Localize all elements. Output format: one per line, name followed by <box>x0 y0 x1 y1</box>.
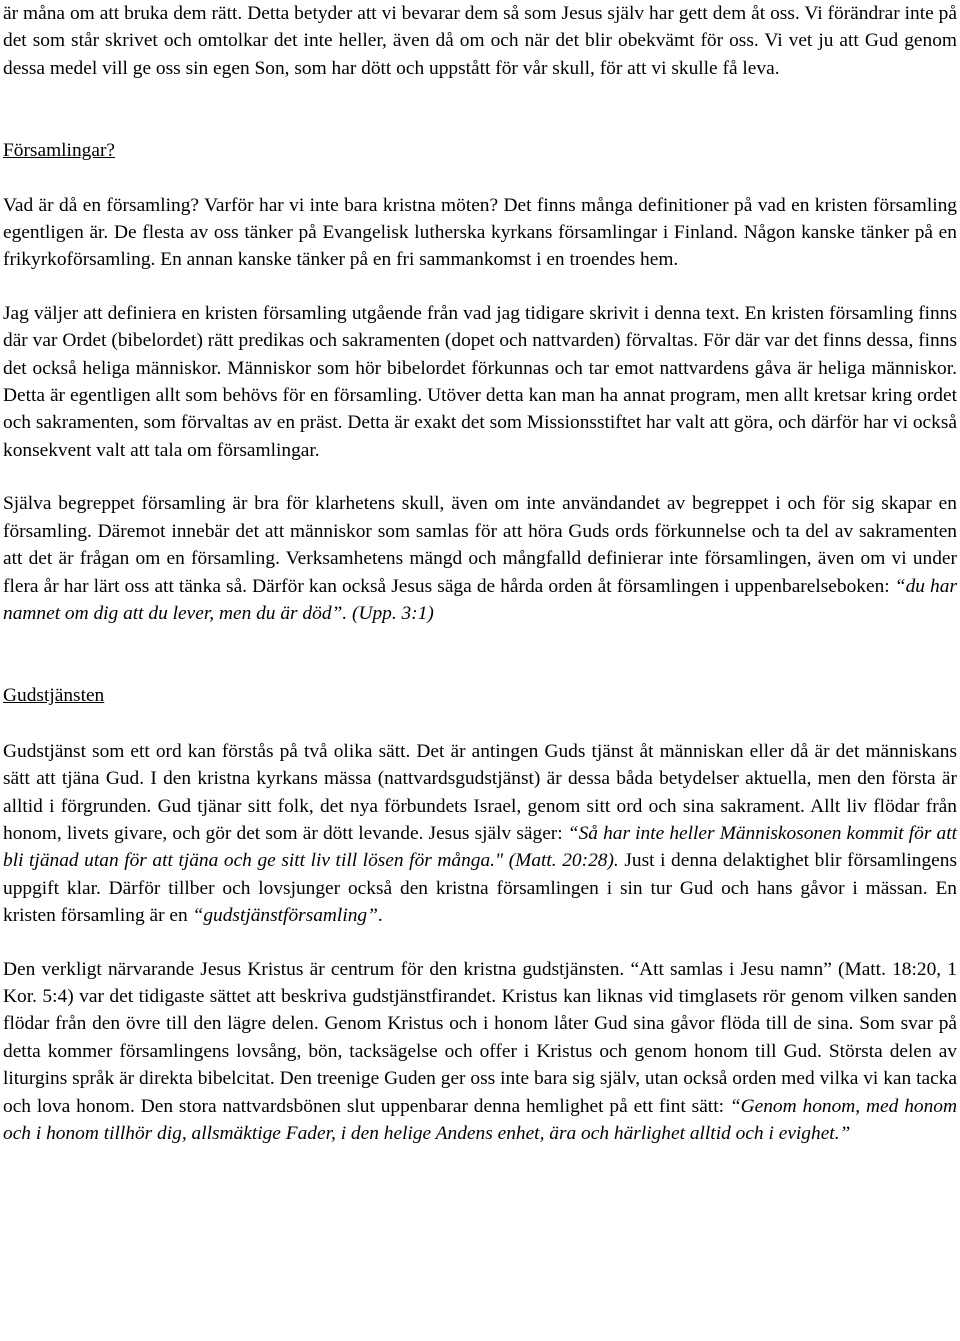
paragraph-gudstjanst-cont: Just i denna delaktighet blir församlingens uppgift klar. Därför tillber och lovsjunger också den kristna församlingen i sin tur Gud och hans gåvor i mässan. En kristen församling är en <box>3 850 957 927</box>
paragraph-gudstjanst-text: Gudstjänst som ett ord kan förstås på två olika sätt. Det är antingen Guds tjänst åt människan eller då är det människans sätt att tjäna Gud. I den kristna kyrkans mässa (nattvardsgudstjänst) är dessa båda betydelser aktuella, men den första är alltid i förgrunden. Gud tjänar sitt folk, det nya förbundets Israel, genom sitt ord och sina sakrament. Allt liv flödar från honom, livets givare, och gör det som är dött levande. Jesus själv säger: <box>3 740 957 844</box>
heading-gudstjansten: Gudstjänsten <box>3 685 105 707</box>
quote-upp: “du har namnet om dig att du lever, men du är död”. (Upp. 3:1) <box>3 575 957 624</box>
paragraph-verkligt-text: Den verkligt närvarande Jesus Kristus är centrum för den kristna gudstjänsten. “Att samlas i Jesu namn” (Matt. 18:20, 1 Kor. 5:4) var det tidigaste sättet att beskriva gudstjänstfirandet. Kristus kan liknas vid timglasets rör genom vilken sanden flödar från den övre till den lägre delen. Genom Kristus och i honom låter Gud sina gåvor flöda till de sina. Som svar på detta kommer församlingens lovsång, bön, tacksägelse och offer i Kristus och genom honom till Gud. Största delen av liturgins språk är direkta bibelcitat. Den treenige Guden ger oss inte bara sig själv, utan också orden med vilka vi kan tacka och lova honom. Den stora nattvardsbönen slut uppenbarar denna hemlighet på ett fint sätt: <box>3 958 957 1117</box>
document-page <box>3 0 957 1147</box>
quote-matt: “Så har inte heller Människosonen kommit för att bli tjänad utan för att tjäna och ge sitt liv till lösen för många." (Matt. 20:28). <box>3 822 957 872</box>
quote-gudstjanstforsamling: “gudstjänstförsamling” <box>192 905 378 927</box>
paragraph-gudstjanst <box>3 738 957 930</box>
paragraph-verkligt-narvarande <box>3 956 957 1148</box>
paragraph-vad-ar-forsamling: Vad är då en församling? Varför har vi inte bara kristna möten? Det finns många definitioner på vad en kristen församling egentligen är. De flesta av oss tänker på Evangelisk lutherska kyrkans församlingar i Finland. Någon kanske tänker på en frikyrkoförsamling. En annan kanske tänker på en fri sammankomst i en troendes hem. <box>3 194 957 271</box>
intro-paragraph: är måna om att bruka dem rätt. Detta betyder att vi bevarar dem så som Jesus själv har gett dem åt oss. Vi förändrar inte på det som står skrivet och omtolkar det inte heller, även då om och när det blir obekvämt för oss. Vi vet ju att Gud genom dessa medel vill ge oss sin egen Son, som har dött och uppstått för vår skull, för att vi skulle få leva. <box>3 3 957 79</box>
paragraph-begreppet <box>3 490 957 627</box>
paragraph-definition: Jag väljer att definiera en kristen församling utgående från vad jag tidigare skrivit i denna text. En kristen församling finns där var Ordet (bibelordet) rätt predikas och sakramenten (dopet och nattvarden) förvaltas. För där var det finns dessa, finns det också heliga människor. Människor som hör bibelordet förkunnas och tar emot nattvardens gåva är heliga människor. Detta är egentligen allt som behövs för en församling. Utöver detta kan man ha annat program, men allt kretsar kring ordet och sakramenten, som förvaltas av en präst. Detta är exakt det som Missionsstiftet har valt att göra, och därför har vi också konsekvent valt att tala om församlingar. <box>3 302 957 461</box>
paragraph-begreppet-text: Själva begreppet församling är bra för klarhetens skull, även om inte användandet av begreppet i och för sig skapar en församling. Däremot innebär det att människor som samlas för att höra Guds ords förkunnelse och ta del av sakramenten att det är frågan om en församling. Verksamhetens mängd och mångfalld definierar inte församlingen, även om vi under flera år har lärt oss att tänka så. Därför kan också Jesus säga de hårda orden åt församlingen i uppenbarelseboken: <box>3 493 957 597</box>
quote-genom-honom: “Genom honom, med honom och i honom tillhör dig, allsmäktige Fader, i den helige Andens enhet, ära och härlighet alltid och i evighet.” <box>3 1095 957 1144</box>
heading-forsamlingar: Församlingar? <box>3 140 116 162</box>
paragraph-gudstjanst-end: . <box>377 905 383 927</box>
